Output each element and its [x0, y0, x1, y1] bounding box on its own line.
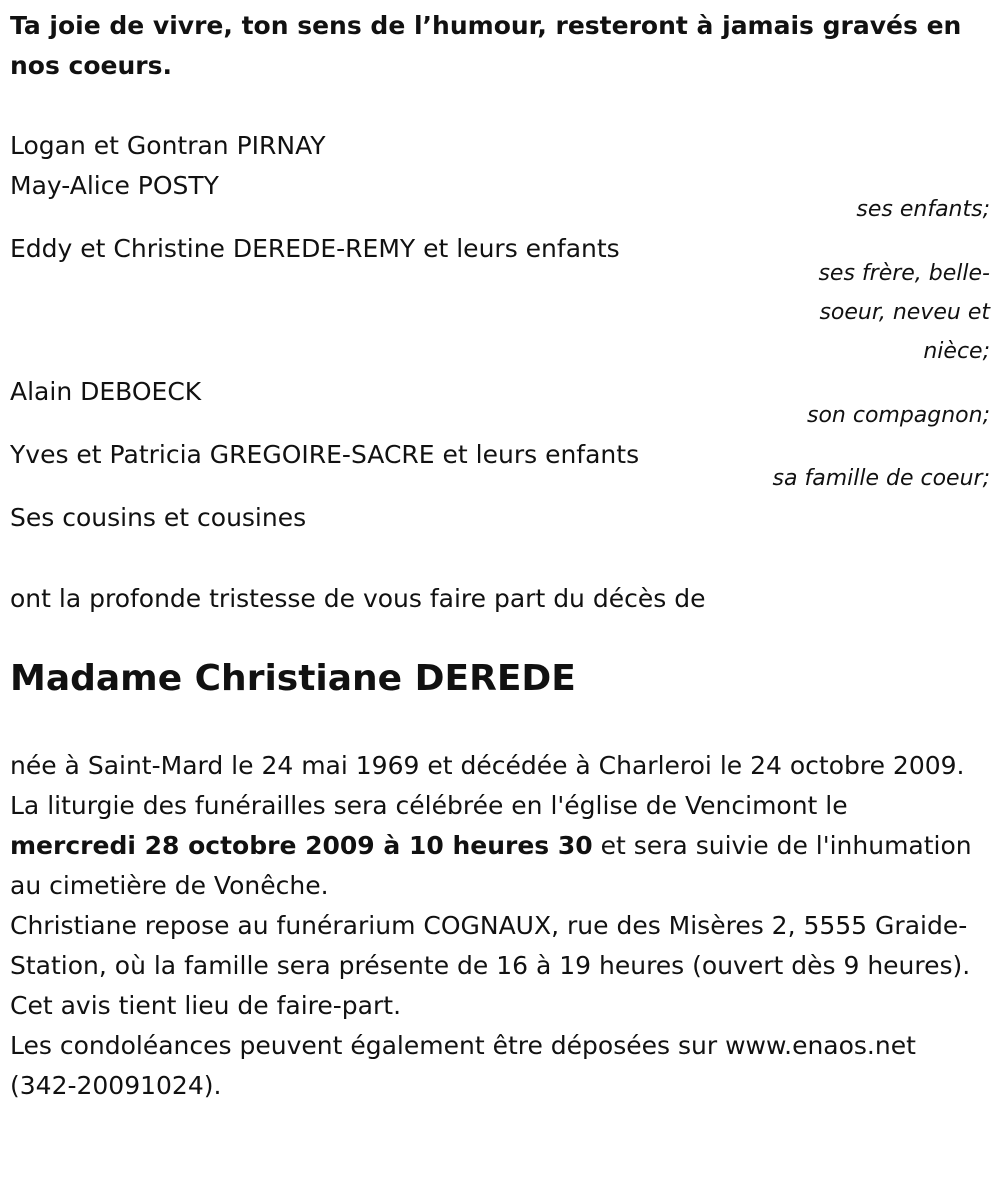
family-children-line-2: May-Alice POSTY [10, 171, 219, 200]
family-cousins-line: Ses cousins et cousines [10, 503, 307, 532]
children-role: ses enfants; [856, 197, 990, 222]
family-sibling-line: Eddy et Christine DEREDE-REMY et leurs enfants [10, 234, 620, 263]
family-children-line-1: Logan et Gontran PIRNAY [10, 131, 326, 160]
funerarium-text: Christiane repose au funérarium COGNAUX, rue des Misères 2, 5555 Graide-Station, où la famille sera présente de 16 à 19 heures (ouvert dès 9 heures). [10, 911, 971, 980]
liturgy-paragraph [10, 786, 985, 906]
sibling-role-line-1: ses frère, belle- [818, 261, 990, 286]
liturgy-intro: La liturgie des funérailles sera célébrée en l'église de Vencimont le [10, 791, 848, 820]
family-partner-line: Alain DEBOECK [10, 377, 202, 406]
family-heart-line: Yves et Patricia GREGOIRE-SACRE et leurs enfants [10, 440, 640, 469]
announcement-line: ont la profonde tristesse de vous faire part du décès de [10, 584, 706, 613]
sibling-role-line-2: soeur, neveu et [819, 300, 990, 325]
condolences-text: Les condoléances peuvent également être déposées sur www.enaos.net (342-20091024). [10, 1031, 916, 1100]
memorial-motto: Ta joie de vivre, ton sens de l’humour, resteront à jamais gravés en nos coeurs. [10, 11, 962, 80]
liturgy-rest: et sera suivie de l'inhumation au cimetière de Vonêche. [10, 831, 972, 900]
notice-text: Cet avis tient lieu de faire-part. [10, 991, 402, 1020]
obituary-details [10, 746, 985, 1106]
sibling-role-line-3: nièce; [923, 339, 990, 364]
partner-role: son compagnon; [806, 403, 990, 428]
liturgy-date: mercredi 28 octobre 2009 à 10 heures 30 [10, 831, 593, 860]
birth-death-text: née à Saint-Mard le 24 mai 1969 et décédée à Charleroi le 24 octobre 2009. [10, 751, 965, 780]
deceased-name: Madame Christiane DEREDE [10, 658, 576, 699]
heart-family-role: sa famille de coeur; [772, 466, 990, 491]
